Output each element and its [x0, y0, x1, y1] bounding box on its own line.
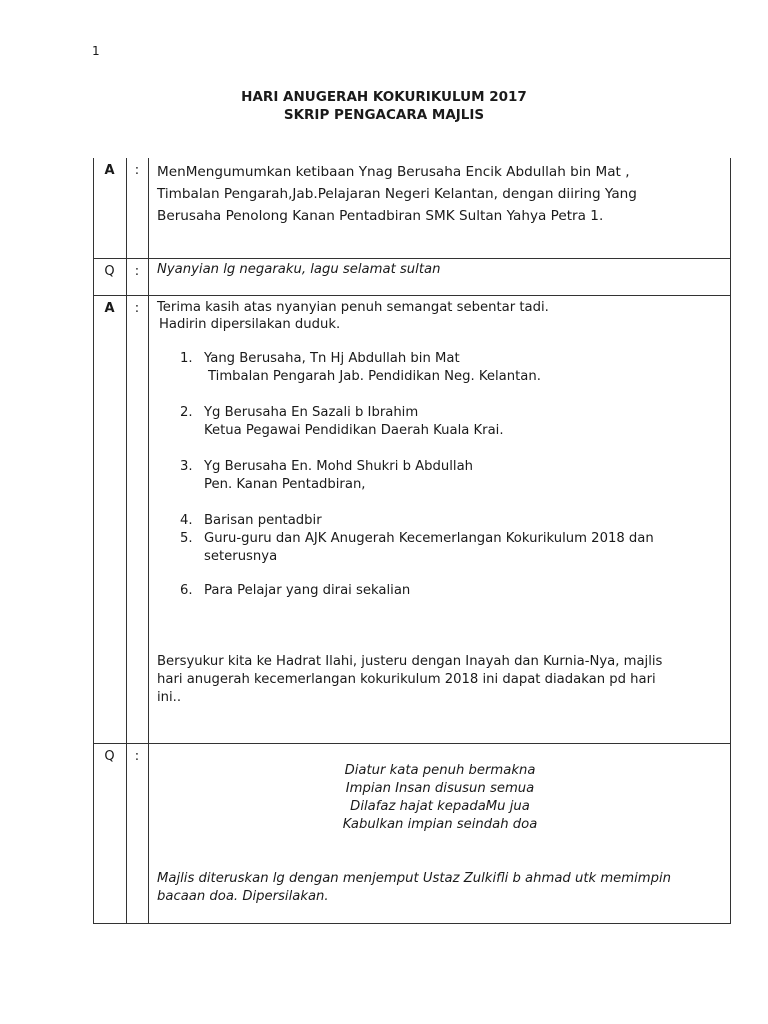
list-item [180, 458, 473, 494]
row-content: Nyanyian lg negaraku, lagu selamat sultan [157, 262, 441, 277]
list-text: seterusnya [204, 549, 278, 564]
script-table [93, 158, 731, 924]
list-item [180, 530, 654, 566]
speaker-label: Q [104, 264, 115, 279]
colon: : [134, 264, 140, 279]
poem-stanza [157, 762, 723, 834]
list-item [180, 350, 541, 386]
list-number: 6. [180, 583, 193, 598]
text-line: Berusaha Penolong Kanan Pentadbiran SMK Sultan Yahya Petra 1. [157, 208, 604, 224]
text-line: Timbalan Pengarah,Jab.Pelajaran Negeri Kelantan, dengan diiring Yang [157, 186, 637, 202]
text-line: ini.. [157, 690, 182, 705]
poem-line: Impian Insan disusun semua [345, 781, 535, 796]
text-line: Hadirin dipersilakan duduk. [159, 317, 341, 332]
list-text: Timbalan Pengarah Jab. Pendidikan Neg. Kelantan. [208, 369, 541, 384]
document-title: HARI ANUGERAH KOKURIKULUM 2017 [241, 89, 527, 105]
closing-paragraph [157, 653, 723, 707]
table-row [93, 296, 731, 744]
speaker-label: A [104, 163, 115, 178]
poem-line: Diatur kata penuh bermakna [344, 763, 536, 778]
table-row [93, 158, 731, 259]
poem-line: Dilafaz hajat kepadaMu jua [350, 799, 530, 814]
list-text: Yg Berusaha En Sazali b Ibrahim [204, 405, 419, 420]
list-item [180, 582, 410, 600]
text-line: Majlis diteruskan lg dengan menjemput Ustaz Zulkifli b ahmad utk memimpin [157, 871, 672, 886]
list-item [180, 404, 504, 440]
page-number: 1 [92, 44, 100, 58]
speaker-label: Q [104, 749, 115, 764]
table-row [93, 259, 731, 296]
text-line: bacaan doa. Dipersilakan. [157, 889, 329, 904]
list-number: 4. [180, 513, 193, 528]
list-text: Para Pelajar yang dirai sekalian [204, 583, 411, 598]
list-text: Barisan pentadbir [204, 513, 322, 528]
document-subtitle: SKRIP PENGACARA MAJLIS [283, 107, 485, 123]
column-divider [148, 158, 149, 924]
speaker-label: A [104, 301, 115, 316]
list-text: Pen. Kanan Pentadbiran, [204, 477, 366, 492]
text-line: MenMengumumkan ketibaan Ynag Berusaha Encik Abdullah bin Mat , [157, 164, 630, 180]
row-content [157, 296, 723, 743]
list-number: 1. [180, 351, 193, 366]
list-text: Guru-guru dan AJK Anugerah Kecemerlangan Kokurikulum 2018 dan [204, 531, 654, 546]
list-text: Ketua Pegawai Pendidikan Daerah Kuala Krai. [204, 423, 504, 438]
table-row [93, 744, 731, 924]
list-text: Yang Berusaha, Tn Hj Abdullah bin Mat [204, 351, 460, 366]
colon: : [134, 163, 140, 178]
text-line: Bersyukur kita ke Hadrat Ilahi, justeru dengan Inayah dan Kurnia-Nya, majlis [157, 654, 663, 669]
list-text: Yg Berusaha En. Mohd Shukri b Abdullah [204, 459, 474, 474]
list-number: 3. [180, 459, 193, 474]
closing-paragraph [157, 870, 723, 906]
row-content [157, 161, 723, 227]
poem-line: Kabulkan impian seindah doa [342, 817, 538, 832]
row-content [157, 744, 723, 923]
text-line: hari anugerah kecemerlangan kokurikulum 2018 ini dapat diadakan pd hari [157, 672, 656, 687]
right-border [730, 158, 731, 924]
list-number: 5. [180, 531, 193, 546]
colon: : [134, 301, 140, 316]
list-item [180, 512, 322, 530]
left-border [93, 158, 94, 924]
column-divider [126, 158, 127, 924]
text-line: Terima kasih atas nyanyian penuh semangat sebentar tadi. [157, 300, 549, 315]
list-number: 2. [180, 405, 193, 420]
colon: : [134, 749, 140, 764]
